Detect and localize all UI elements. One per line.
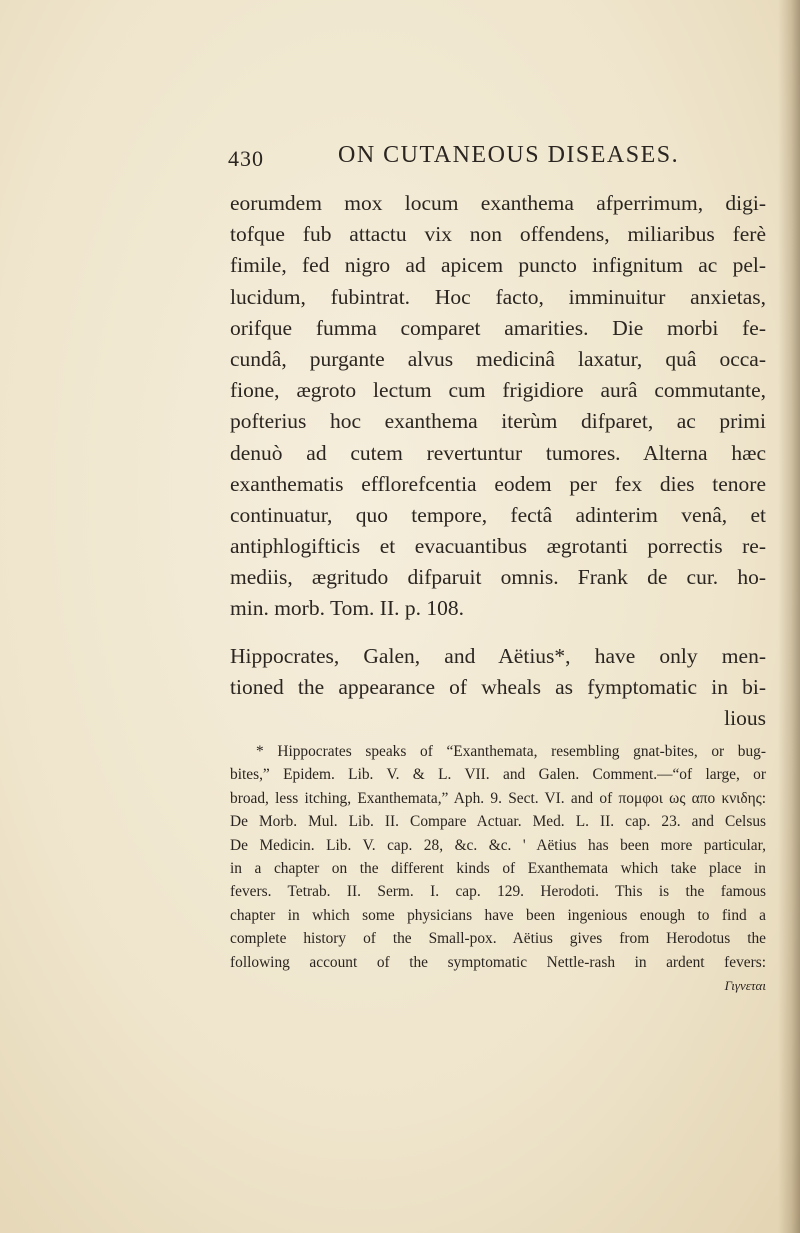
- text-line: lucidum, fubintrat. Hoc facto, imminuitur anxietas,: [230, 284, 766, 309]
- text-line: fione, ægroto lectum cum frigidiore aurâ commutante,: [230, 378, 766, 403]
- text-line: tioned the appearance of wheals as fymptomatic in bi-: [230, 675, 766, 700]
- text-line: pofterius hoc exanthema iterùm difparet, ac primi: [230, 409, 766, 434]
- text-line: lious: [724, 706, 766, 731]
- footnote-line: complete history of the Small-pox. Aëtius gives from Herodotus the: [230, 930, 766, 948]
- text-line: min. morb. Tom. II. p. 108.: [230, 596, 464, 621]
- footnote-line: bites,” Epidem. Lib. V. & L. VII. and Galen. Comment.—“of large, or: [230, 766, 766, 784]
- text-line: tofque fub attactu vix non offendens, miliaribus ferè: [230, 222, 766, 247]
- text-line: continuatur, quo tempore, fectâ adinterim venâ, et: [230, 502, 766, 527]
- text-line: mediis, ægritudo difparuit omnis. Frank de cur. ho-: [230, 565, 766, 590]
- text-line: fimile, fed nigro ad apicem puncto infignitum ac pel-: [230, 253, 766, 278]
- footnote-line: De Medicin. Lib. V. cap. 28, &c. &c. ' Aëtius has been more particular,: [230, 836, 766, 854]
- page-number: 430: [228, 146, 264, 171]
- footnote-line: chapter in which some physicians have been ingenious enough to find a: [230, 906, 766, 924]
- footnote-line: * Hippocrates speaks of “Exanthemata, resembling gnat-bites, or bug-: [256, 743, 766, 760]
- footnote-line: broad, less itching, Exanthemata,” Aph. 9. Sect. VI. and of πομφοι ως απο κνιδης:: [230, 789, 766, 807]
- page-header: [228, 142, 688, 178]
- paragraph-latin-quote: [230, 188, 766, 625]
- text-line: orifque fumma comparet amarities. Die morbi fe-: [230, 315, 766, 340]
- footnote: [230, 740, 766, 997]
- text-line: antiphlogifticis et evacuantibus ægrotanti porrectis re-: [230, 534, 766, 559]
- footnote-line: following account of the symptomatic Nettle-rash in ardent fevers:: [230, 953, 766, 971]
- footnote-line: in a chapter on the different kinds of Exanthemata which take place in: [230, 859, 766, 877]
- running-title: ON CUTANEOUS DISEASES.: [338, 142, 680, 168]
- text-line: denuò ad cutem revertuntur tumores. Alterna hæc: [230, 440, 766, 465]
- text-line: cundâ, purgante alvus medicinâ laxatur, quâ occa-: [230, 346, 766, 371]
- paragraph-english: [230, 641, 766, 735]
- catchword: Γιγνεται: [724, 977, 766, 993]
- spine-shadow: [778, 0, 800, 1233]
- text-line: eorumdem mox locum exanthema afperrimum, digi-: [230, 191, 766, 215]
- footnote-line: fevers. Tetrab. II. Serm. I. cap. 129. Herodoti. This is the famous: [230, 883, 766, 901]
- footnote-line: De Morb. Mul. Lib. II. Compare Actuar. Med. L. II. cap. 23. and Celsus: [230, 813, 766, 831]
- text-line: Hippocrates, Galen, and Aëtius*, have only men-: [230, 644, 766, 668]
- text-line: exanthematis efflorefcentia eodem per fex dies tenore: [230, 471, 766, 496]
